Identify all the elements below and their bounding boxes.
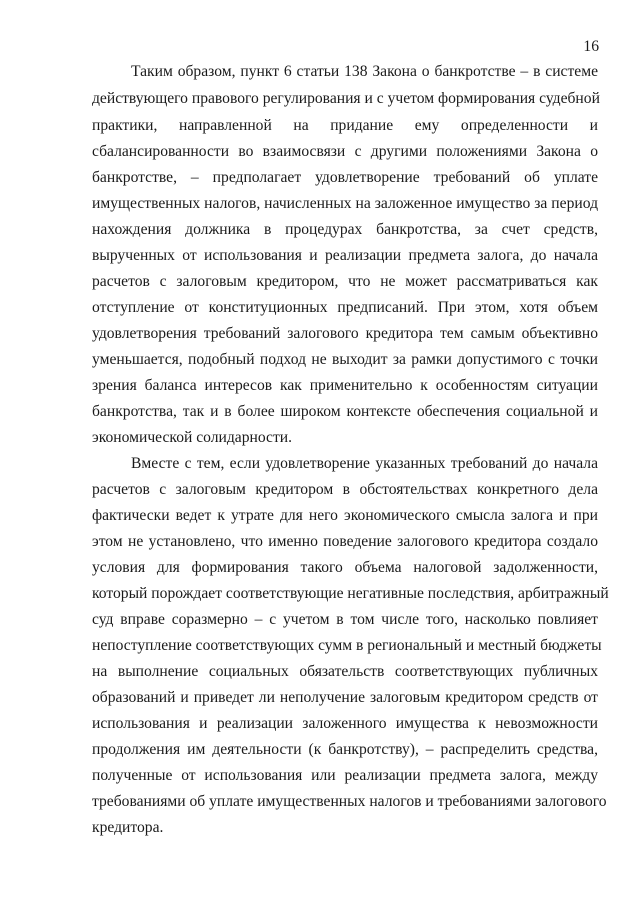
paragraph-2-line: этом не установлено, что именно поведение залогового кредитора создало <box>92 533 598 550</box>
paragraph-2-line: требованиями об уплате имущественных налогов и требованиями залогового <box>92 793 607 810</box>
paragraph-2-line: использования и реализации заложенного имущества к невозможности <box>92 715 598 732</box>
paragraph-1-line: Таким образом, пункт 6 статьи 138 Закона о банкротстве – в системе <box>131 63 598 80</box>
paragraph-1-line: уменьшается, подобный подход не выходит за рамки допустимого с точки <box>92 351 598 368</box>
paragraph-1-line: нахождения должника в процедурах банкротства, за счет средств, <box>92 221 598 238</box>
paragraph-2-line: на выполнение социальных обязательств соответствующих публичных <box>92 663 598 680</box>
paragraph-2-line: условия для формирования такого объема налоговой задолженности, <box>92 559 598 576</box>
paragraph-1-line: экономической солидарности. <box>92 429 293 446</box>
paragraph-2-line: полученные от использования или реализации предмета залога, между <box>92 767 598 784</box>
paragraph-1-line: зрения баланса интересов как применительно к особенностям ситуации <box>92 377 598 394</box>
paragraph-2-line: фактически ведет к утрате для него экономического смысла залога и при <box>92 507 598 524</box>
paragraph-1-line: удовлетворения требований залогового кредитора тем самым объективно <box>92 325 598 342</box>
paragraph-1-line: банкротстве, – предполагает удовлетворение требований об уплате <box>92 169 598 186</box>
paragraph-1-line: имущественных налогов, начисленных на заложенное имущество за период <box>92 195 598 212</box>
paragraph-2-line: который порождает соответствующие негативные последствия, арбитражный <box>92 585 609 602</box>
paragraph-1-line: отступление от конституционных предписаний. При этом, хотя объем <box>92 299 598 316</box>
paragraph-1-line: практики, направленной на придание ему определенности и <box>92 117 598 134</box>
paragraph-1-line: расчетов с залоговым кредитором, что не может рассматриваться как <box>92 273 598 290</box>
paragraph-2-line: расчетов с залоговым кредитором в обстоятельствах конкретного дела <box>92 481 598 498</box>
paragraph-2-line: образований и приведет ли неполучение залоговым кредитором средств от <box>92 689 598 706</box>
paragraph-1-line: вырученных от использования и реализации предмета залога, до начала <box>92 247 598 264</box>
paragraph-2-line: кредитора. <box>92 819 164 836</box>
page-number: 16 <box>583 38 599 55</box>
paragraph-1-line: действующего правового регулирования и с учетом формирования судебной <box>92 90 600 107</box>
paragraph-2-line: суд вправе соразмерно – с учетом в том числе того, насколько повлияет <box>92 611 598 628</box>
paragraph-1-line: банкротства, так и в более широком контексте обеспечения социальной и <box>92 403 598 420</box>
paragraph-1-line: сбалансированности во взаимосвязи с другими положениями Закона о <box>92 143 598 160</box>
paragraph-2-line: Вместе с тем, если удовлетворение указанных требований до начала <box>131 455 598 472</box>
paragraph-2-line: продолжения им деятельности (к банкротству), – распределить средства, <box>92 741 598 758</box>
paragraph-2-line: непоступление соответствующих сумм в региональный и местный бюджеты <box>92 637 602 654</box>
